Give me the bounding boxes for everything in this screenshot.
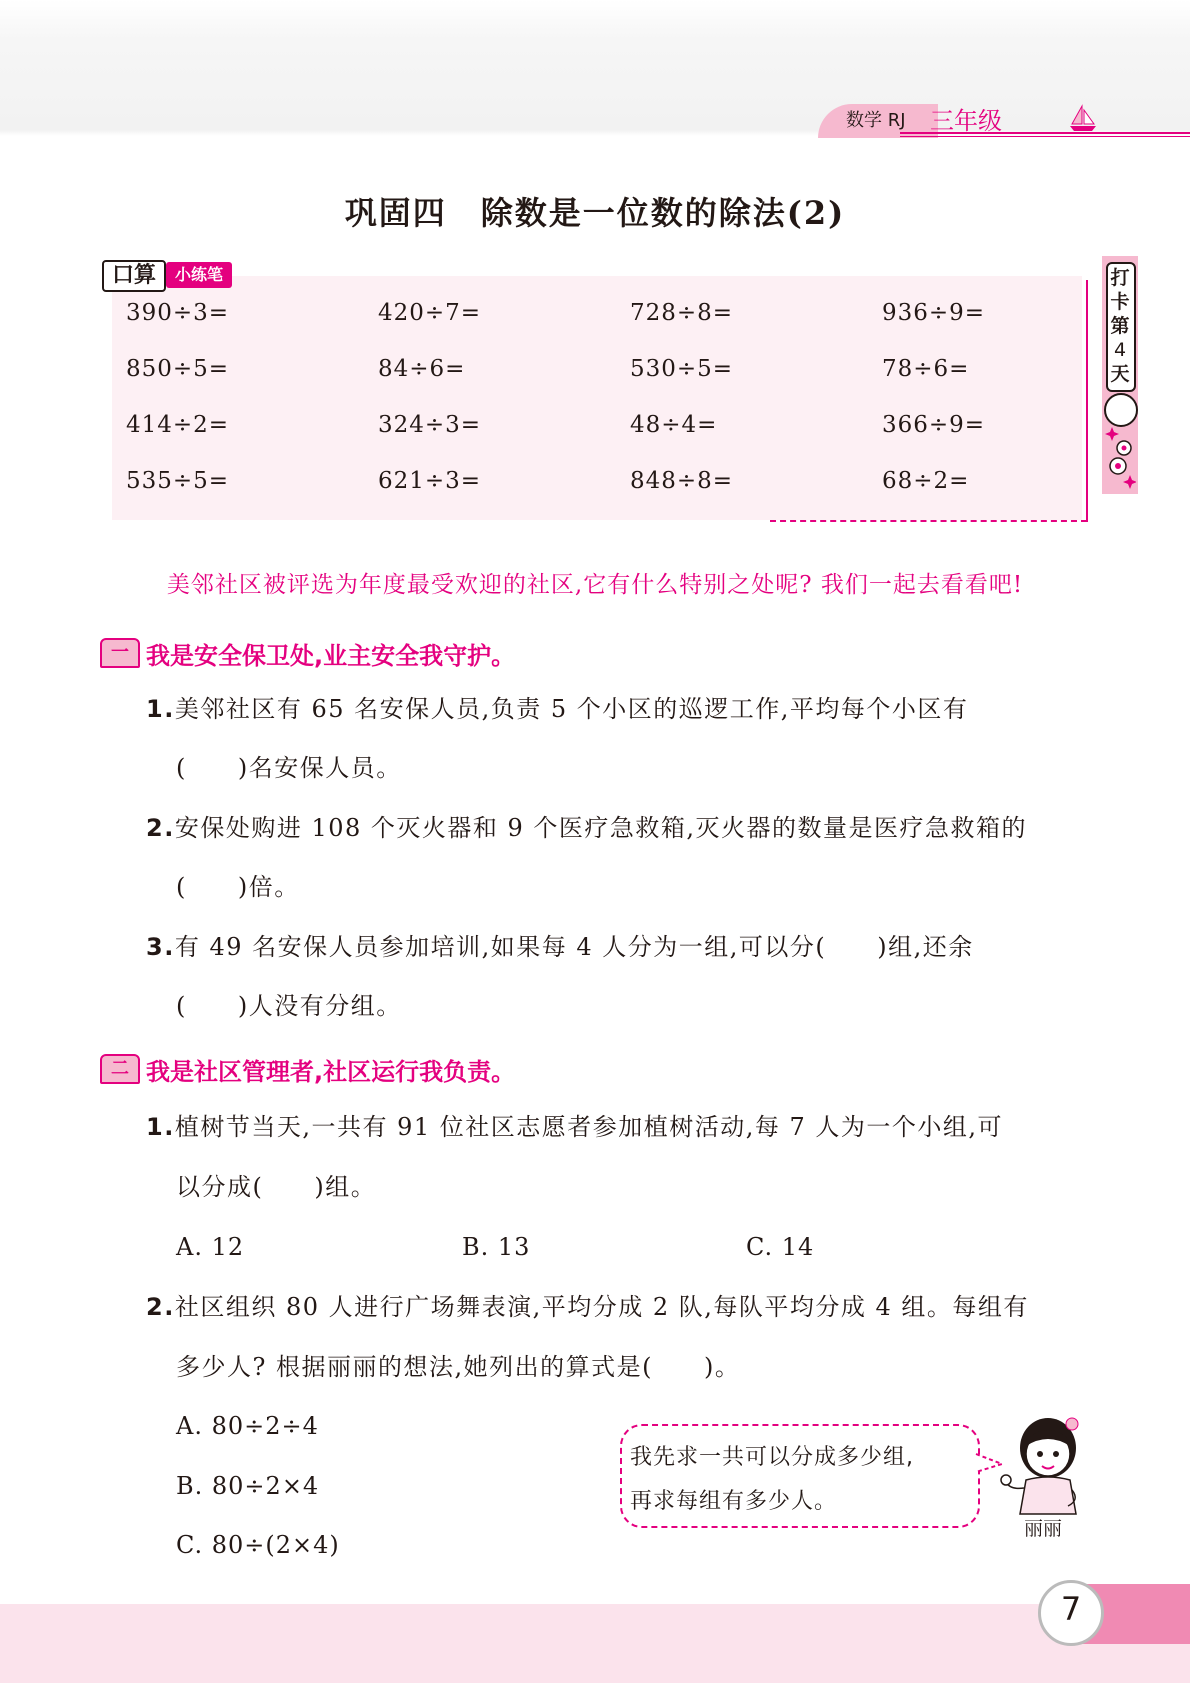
question-number: 2. [146, 1293, 175, 1321]
question-number: 2. [146, 814, 175, 842]
calc-problem: 848÷8= [630, 468, 734, 494]
question-number: 1. [146, 695, 175, 723]
checkin-char: 天 [1110, 363, 1130, 385]
option-b[interactable]: B. 13 [462, 1233, 531, 1261]
top-band [0, 0, 1190, 136]
checkin-char: 4 [1113, 339, 1127, 361]
bubble-line: 再求每组有多少人。 [630, 1489, 838, 1514]
header-subject: 数学 RJ [846, 110, 906, 131]
section-title: 我是社区管理者,社区运行我负责。 [146, 1058, 516, 1086]
calc-problem: 621÷3= [378, 468, 482, 494]
practice-tag: 小练笔 [166, 262, 232, 288]
question-answer-line: ( )人没有分组。 [176, 992, 402, 1020]
question-text: 社区组织 80 人进行广场舞表演,平均分成 2 队,每队平均分成 4 组。每组有 [174, 1293, 1029, 1321]
option-a[interactable]: A. 80÷2÷4 [176, 1412, 319, 1440]
option-c[interactable]: C. 14 [746, 1233, 815, 1261]
footer-band [0, 1604, 1190, 1683]
question-answer-line: ( )倍。 [176, 873, 300, 901]
bubble-line: 我先求一共可以分成多少组, [630, 1445, 914, 1470]
question [146, 813, 1096, 843]
calc-problem: 68÷2= [882, 468, 970, 494]
calc-problem: 414÷2= [126, 412, 230, 438]
question-number: 3. [146, 933, 175, 961]
question-text: 安保处购进 108 个灭火器和 9 个医疗急救箱,灭火器的数量是医疗急救箱的 [174, 814, 1028, 842]
calc-problem: 390÷3= [126, 300, 230, 326]
calc-problem: 366÷9= [882, 412, 986, 438]
checkin-char: 第 [1110, 315, 1130, 337]
question [146, 932, 1096, 962]
section-number-icon: 二 [100, 1054, 140, 1084]
flower-decoration-icon [1104, 426, 1136, 490]
question-answer-line: 以分成( )组。 [176, 1173, 377, 1201]
question-answer-line: ( )名安保人员。 [176, 754, 402, 782]
calc-problem: 84÷6= [378, 356, 466, 382]
calc-problem: 936÷9= [882, 300, 986, 326]
section-title: 我是安全保卫处,业主安全我守护。 [146, 642, 516, 670]
mental-math-grid [126, 300, 1066, 524]
question [146, 694, 1096, 724]
mental-math-title: 口算 [102, 260, 166, 292]
calc-problem: 78÷6= [882, 356, 970, 382]
box-border-right [1086, 280, 1090, 522]
section-number-icon: 一 [100, 638, 140, 668]
question-text: 有 49 名安保人员参加培训,如果每 4 人分为一组,可以分( )组,还余 [174, 933, 974, 961]
question-text: 植树节当天,一共有 91 位社区志愿者参加植树活动,每 7 人为一个小组,可 [174, 1113, 1004, 1141]
page-number: 7 [1060, 1590, 1082, 1628]
option-c[interactable]: C. 80÷(2×4) [176, 1531, 340, 1559]
calc-problem: 728÷8= [630, 300, 734, 326]
header-grade: 三年级 [930, 107, 1002, 135]
checkin-char: 打 [1110, 267, 1130, 289]
page-title: 巩固四 除数是一位数的除法(2) [344, 194, 846, 232]
calc-row [126, 356, 1066, 412]
checkin-char: 卡 [1110, 291, 1130, 313]
option-b[interactable]: B. 80÷2×4 [176, 1472, 320, 1500]
character-name: 丽丽 [1024, 1518, 1063, 1540]
calc-problem: 530÷5= [630, 356, 734, 382]
option-a[interactable]: A. 12 [176, 1233, 245, 1261]
speech-bubble-text [630, 1436, 970, 1524]
question [146, 1292, 1096, 1322]
question-text: 美邻社区有 65 名安保人员,负责 5 个小区的巡逻工作,平均每个小区有 [174, 695, 969, 723]
calc-problem: 535÷5= [126, 468, 230, 494]
mental-math-label [102, 260, 232, 290]
calc-problem: 420÷7= [378, 300, 482, 326]
girl-character-icon [996, 1410, 1092, 1530]
question-answer-line: 多少人? 根据丽丽的想法,她列出的算式是( )。 [176, 1353, 741, 1381]
calc-row [126, 468, 1066, 524]
checkin-label [1109, 266, 1131, 386]
checkin-circle[interactable] [1104, 393, 1138, 427]
calc-row [126, 300, 1066, 356]
calc-problem: 850÷5= [126, 356, 230, 382]
calc-problem: 324÷3= [378, 412, 482, 438]
header-rule-thin [900, 136, 1190, 137]
calc-row [126, 412, 1066, 468]
question [146, 1112, 1096, 1142]
intro-text: 美邻社区被评选为年度最受欢迎的社区,它有什么特别之处呢? 我们一起去看看吧! [166, 572, 1024, 598]
sailboat-icon [1068, 104, 1098, 132]
question-number: 1. [146, 1113, 175, 1141]
calc-problem: 48÷4= [630, 412, 718, 438]
